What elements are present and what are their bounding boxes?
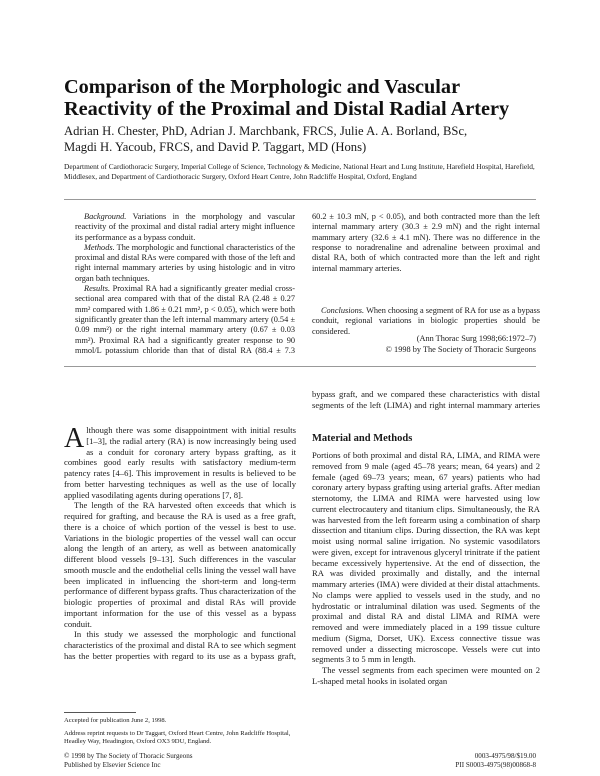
methods-column — [312, 450, 540, 687]
publisher-info — [64, 752, 324, 770]
issn-price: 0003-4975/98/$19.00 — [474, 752, 536, 760]
authors-line-2: Magdi H. Yacoub, FRCS, and David P. Taggart, MD (Hons) — [64, 139, 367, 154]
authors-line-1: Adrian H. Chester, PhD, Adrian J. Marchbank, FRCS, Julie A. A. Borland, BSc, — [64, 124, 468, 138]
publisher-name: Published by Elsevier Science Inc — [64, 761, 161, 769]
methods-paragraph-1: Portions of both proximal and distal RA, LIMA, and RIMA were removed from 9 male (aged 45–78 years; mean, 64 years) and 2 female (aged 69–73 years; mean, 67 years) patients who had coronary artery bypass grafting using arterial grafts. After median sternotomy, the LIMA and RIMA were harvested using low current electrocautery and titanium clips. Simultaneously, the RA was harvested from the left forearm using a combination of sharp dissection and titanium clips. During dissection, the RA was kept moist using normal saline irrigation. No systemic vasodilators were given, except for intravenous glyceryl trinitrate if the patient became excessively hypertensive. At the end of dissection, the RA was divided proximally and distally, and the internal mammary arteries (IMA) were divided at their distal attachments. No clamps were applied to vessels used in the study, and no hydrostatic or intraluminal dilation was used. Segments of the proximal and distal RA and distal LIMA and RIMA were removed and were immediately placed in a 199 tissue culture medium (Sigma, Dorset, UK). Excess connective tissue was removed under a dissecting microscope. Vessels were cut into segments 3 to 5 mm in length. — [312, 450, 540, 665]
article-identifiers — [336, 752, 536, 770]
journal-citation: (Ann Thorac Surg 1998;66:1972–7) — [416, 334, 536, 343]
reprint-address: Address reprint requests to Dr Taggart, Oxford Heart Centre, John Radcliffe Hospital, Headley Way, Headington, Oxford OX3 9DU, England. — [64, 729, 291, 745]
methods-paragraph-2: The vessel segments from each specimen were mounted on 2 L-shaped metal hooks in isolated organ — [312, 665, 540, 686]
abstract-right-column — [312, 212, 540, 337]
intro-column — [64, 425, 296, 661]
footnote-divider — [64, 712, 136, 713]
abstract-conclusions: Conclusions. When choosing a segment of RA for use as a bypass conduit, regional variations in biologic properties should be considered. — [312, 306, 540, 336]
abstract-methods: Methods. The morphologic and functional characteristics of the proximal and distal RAs were compared with those of the left and right internal mammary arteries by using histologic and in vitro organ bath techniques. — [75, 242, 295, 283]
intro-continuation: bypass graft, and we compared these characteristics with distal segments of the left (LIMA) and right internal mammary arteries — [312, 389, 540, 410]
abstract-left-column — [75, 212, 295, 356]
abstract-background: Background. Variations in the morphology and vascular reactivity of the proximal and distal radial artery might influence its performance as a bypass conduit. — [75, 212, 295, 242]
author-list — [64, 124, 544, 155]
article-title: Comparison of the Morphologic and Vascular Reactivity of the Proximal and Distal Radial Artery — [64, 76, 510, 120]
affiliation: Department of Cardiothoracic Surgery, Imperial College of Science, Technology & Medicine, National Heart and Lung Institute, Harefield Hospital, Harefield, Middlesex, and Department of Cardiothoracic Surgery, Oxford Heart Centre, John Radcliffe Hospital, Oxford, England — [64, 162, 535, 181]
accepted-date: Accepted for publication June 2, 1998. — [64, 717, 167, 724]
abstract-copyright: © 1998 by The Society of Thoracic Surgeons — [385, 344, 536, 354]
intro-paragraph-2: The length of the RA harvested often exceeds that which is required for grafting, and because the RA is used as a free graft, there is a choice of which portion of the vessel is best to use. Variations in the biologic properties of the vessel wall can occur along the length of an artery, as well as between anatomically different blood vessels [9–13]. Such differences in the vascular smooth muscle and the endothelial cells lining the vessel wall have been implicated in influencing the short-term and long-term performance of different bypass grafts. Thus characterization of the biologic properties of proximal and distal RAs will provide important information for the use of this vessel as a bypass conduit. — [64, 500, 296, 629]
intro-paragraph-3: In this study we assessed the morphologic and functional characteristics of the proximal and distal RA to see which segment has the better properties with regard to its use as a bypass graft, — [64, 629, 296, 661]
abstract-results-continuation: 60.2 ± 10.3 mN, p < 0.05), and both contracted more than the left internal mammary artery (30.3 ± 2.9 mN) and the right internal mammary artery (32.6 ± 4.1 mN). There was no difference in the response to noradrenaline and adrenaline between proximal and distal RA, both of which contracted more than the left and right internal mammary arteries. — [312, 212, 540, 273]
footnotes — [64, 717, 296, 747]
abstract-divider — [64, 366, 536, 367]
header-divider — [64, 199, 536, 200]
abstract-results: Results. Proximal RA had a significantly greater medial cross-sectional area compared with that of the distal RA (2.48 ± 0.27 mm² compared with 1.86 ± 0.21 mm², p < 0.05), which were both significantly greater than the left internal mammary artery (0.54 ± 0.09 mm²) or the right internal mammary artery (0.67 ± 0.03 mm²). Proximal RA had a significantly greater response to 90 mmol/L potassium chloride than that of distal RA (88.4 ± 7.3 — [75, 284, 295, 355]
pii-code: PII S0003-4975(98)00868-8 — [455, 761, 536, 769]
society-copyright: © 1998 by The Society of Thoracic Surgeons — [64, 752, 193, 760]
citation-block — [306, 334, 536, 355]
drop-cap: A — [64, 423, 85, 454]
intro-paragraph-1: Although there was some disappointment with initial results [1–3], the radial artery (RA) is now increasingly being used as a conduit for coronary artery bypass grafting, as it combines good early results with satisfactory medium-term patency rates [4–6]. This improvement in results is believed to be from better harvesting techniques as well as the use of locally applied vasodilating agents during operations [7, 8]. — [64, 423, 296, 500]
methods-heading: Material and Methods — [312, 433, 413, 444]
